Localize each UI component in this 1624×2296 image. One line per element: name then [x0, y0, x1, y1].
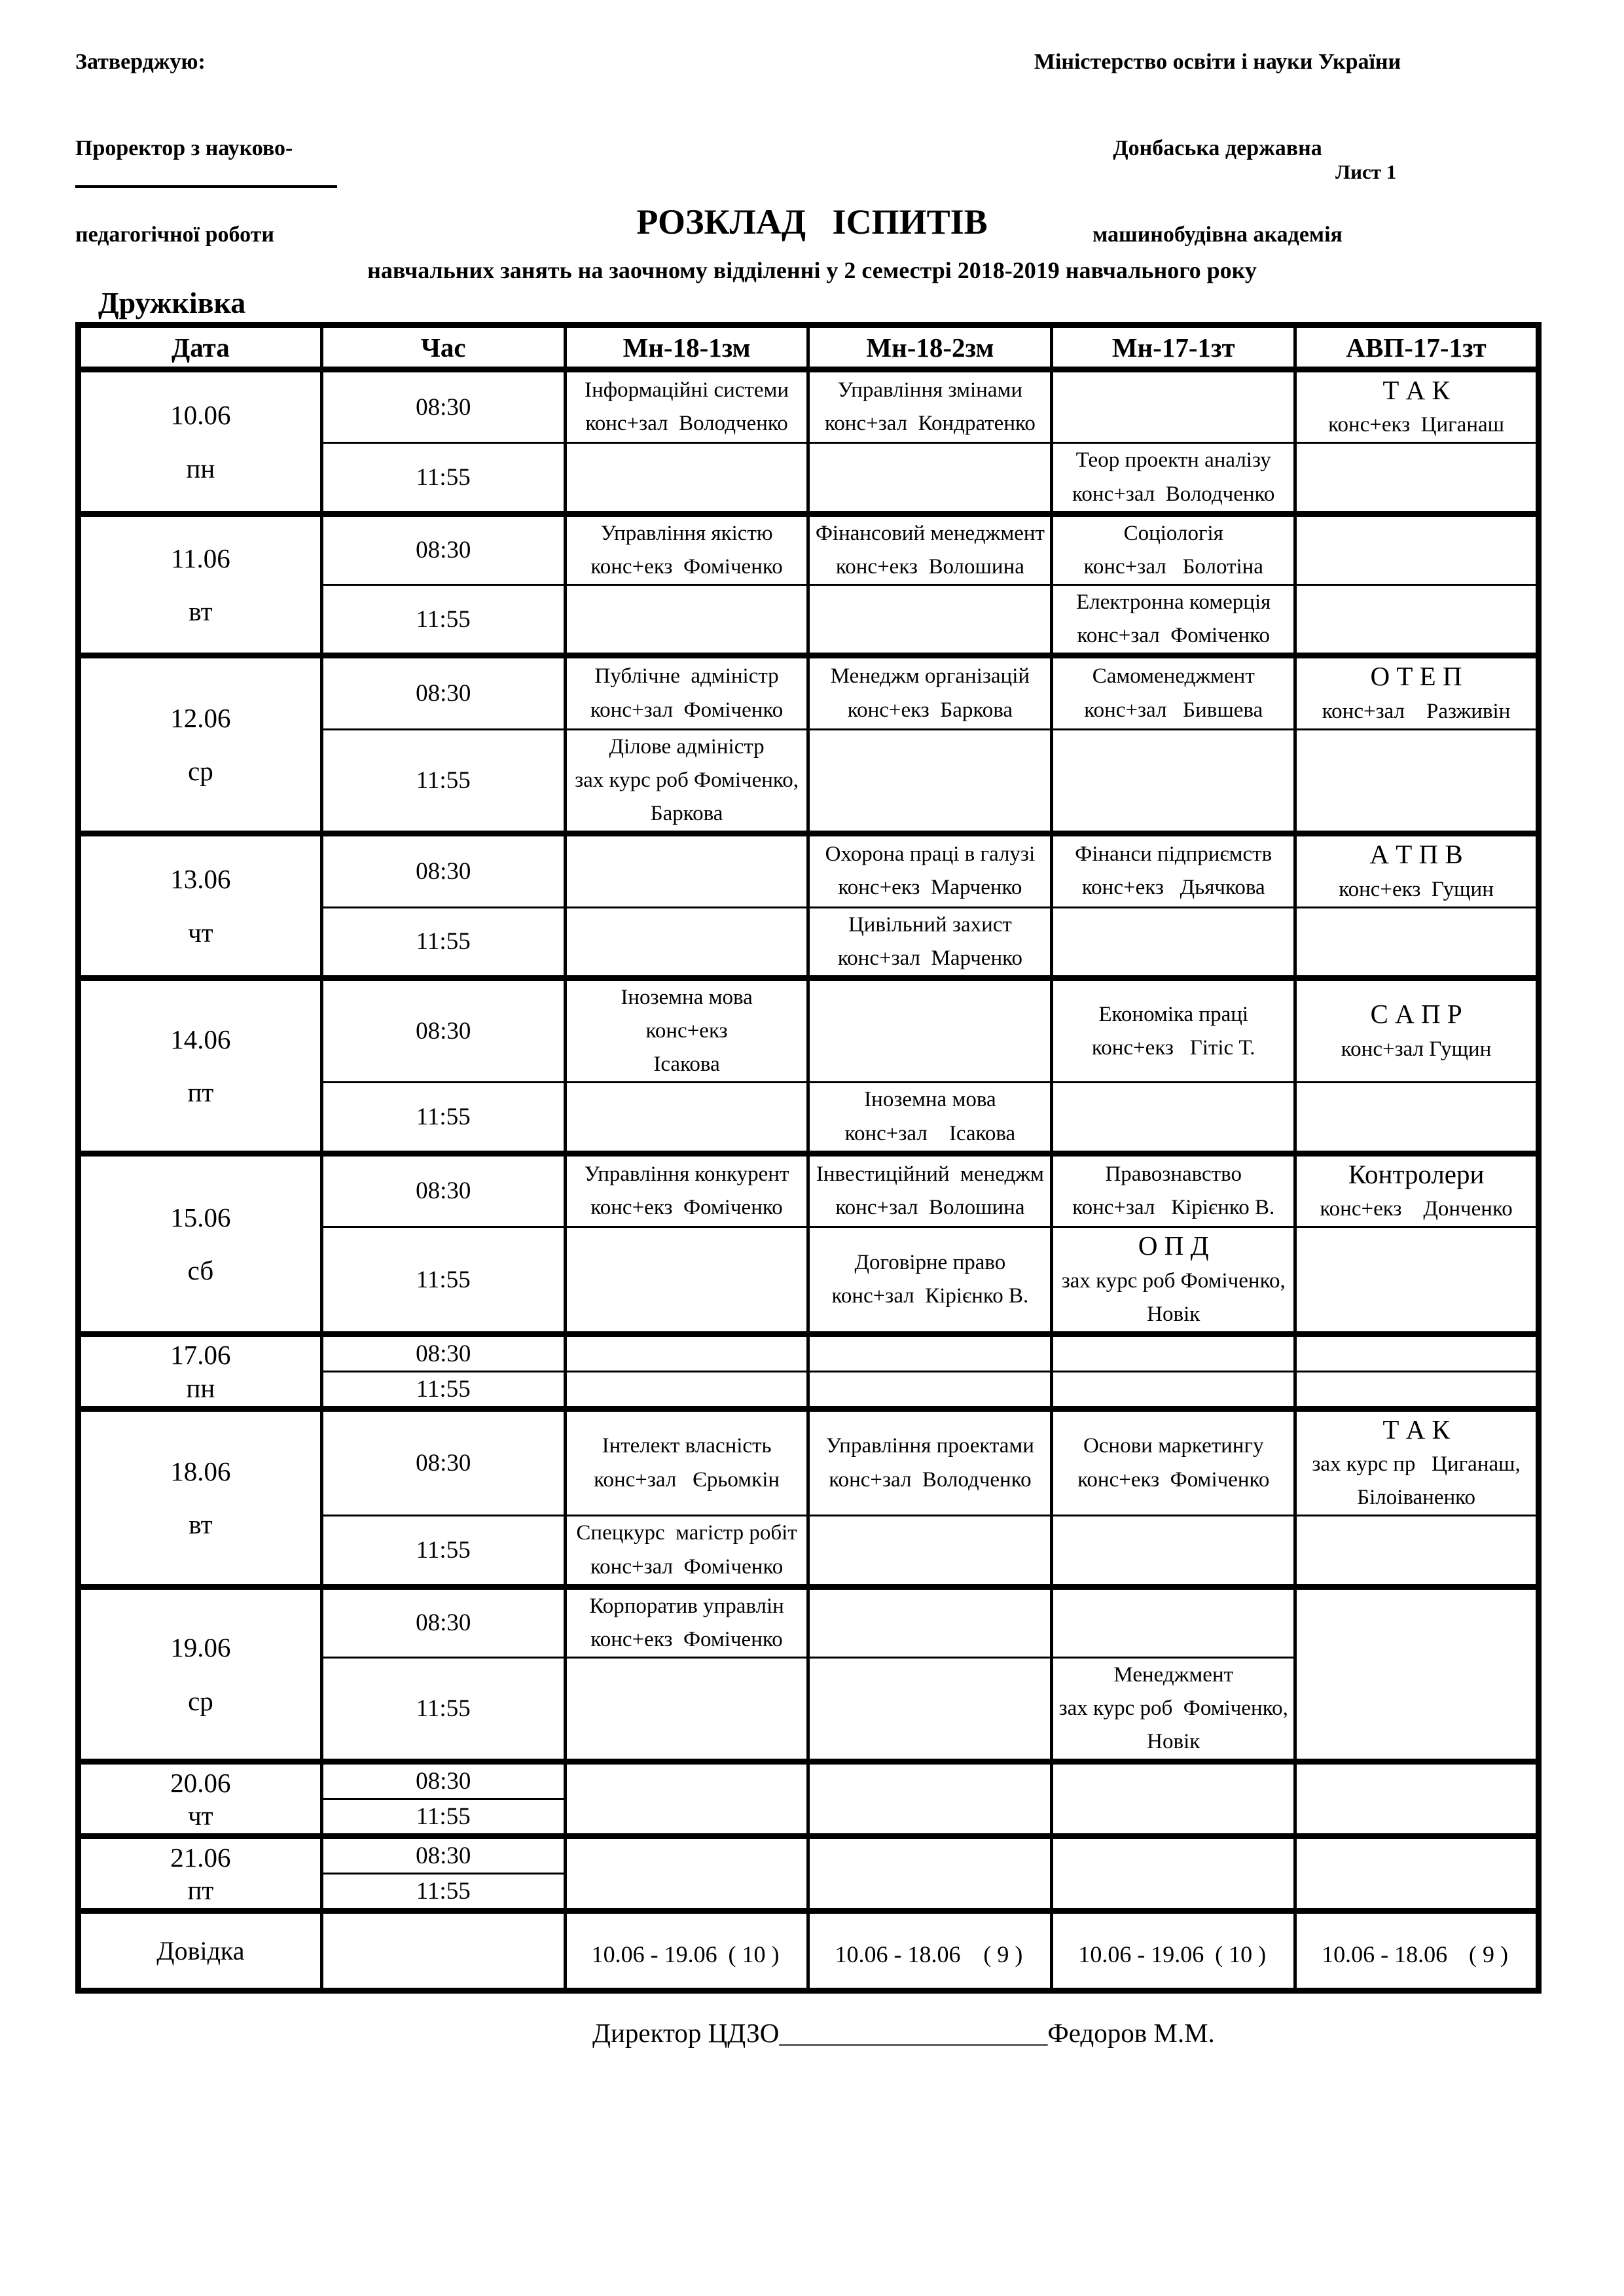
date-cell: [79, 514, 322, 656]
date-label: 12.06: [170, 703, 231, 734]
subject-name: Самоменеджмент: [1092, 664, 1255, 689]
subject-cell: [808, 1227, 1052, 1335]
subject-cell: [1052, 1334, 1295, 1371]
time-cell: 11:55: [321, 1516, 565, 1587]
subject-detail: зах курс роб Фоміченко,: [1058, 1696, 1288, 1721]
subject-detail: конс+екз Волошина: [835, 554, 1024, 579]
time-cell: 08:30: [321, 1762, 565, 1799]
subject-detail: конс+зал Бившева: [1084, 698, 1263, 722]
summary-empty-time-cell: [321, 1911, 565, 1991]
subject-cell: [1295, 907, 1539, 978]
subject-cell: [565, 1371, 808, 1408]
schedule-row: [79, 514, 1539, 584]
weekday-label: сб: [187, 1255, 214, 1285]
subject-detail: конс+зал Ісакова: [844, 1121, 1016, 1145]
date-cell: [79, 1762, 322, 1837]
date-cell: [79, 834, 322, 978]
subject-cell: [1295, 1587, 1539, 1762]
subject-name: С А П Р: [1370, 999, 1462, 1030]
col-header-5: АВП-17-1зт: [1295, 325, 1539, 370]
subject-name: Економіка праці: [1098, 1002, 1249, 1026]
subject-detail: зах курс пр Циганаш,: [1312, 1452, 1521, 1477]
subject-name: Т А К: [1382, 1414, 1450, 1444]
date-wrap: [81, 378, 320, 506]
subject-cell: [565, 514, 808, 584]
date-wrap: [81, 1840, 320, 1908]
subject-detail: зах курс роб Фоміченко,: [1061, 1268, 1286, 1293]
subject-detail: конс+екз Марченко: [838, 876, 1022, 900]
subject-cell: [1052, 1083, 1295, 1153]
director-signature-line: Директор ЦДЗО____________________Федоров М.М.: [592, 2018, 1215, 2048]
date-label: 11.06: [171, 543, 230, 573]
subject-detail: Білоіваненко: [1357, 1486, 1475, 1510]
subject-name: Контролери: [1348, 1158, 1485, 1189]
subject-cell: [1052, 1153, 1295, 1227]
subject-detail: конс+зал Фоміченко: [590, 1554, 784, 1579]
subject-name: Публічне адміністр: [594, 664, 779, 689]
subject-cell: [1295, 1516, 1539, 1587]
subject-cell: [808, 1083, 1052, 1153]
weekday-label: чт: [188, 917, 213, 948]
subject-cell: [565, 1153, 808, 1227]
subject-name: Спецкурс магістр робіт: [576, 1521, 797, 1545]
weekday-label: пт: [187, 1875, 214, 1906]
subject-cell: [808, 907, 1052, 978]
sheet-number-label: Лист 1: [1335, 160, 1397, 183]
subject-detail: конс+екз Фоміченко: [590, 1627, 783, 1651]
subject-cell: [1052, 834, 1295, 907]
subject-detail: конс+зал Кірієнко В.: [831, 1284, 1029, 1308]
subject-detail: конс+екз Циганаш: [1328, 413, 1505, 437]
subject-cell: [1052, 907, 1295, 978]
subject-cell: [1052, 370, 1295, 443]
subject-name: О Т Е П: [1370, 661, 1462, 692]
time-cell: 08:30: [321, 370, 565, 443]
subject-cell: [1295, 1408, 1539, 1516]
date-label: 19.06: [170, 1632, 231, 1663]
subject-cell: [565, 834, 808, 907]
subject-name: Ділове адміністр: [609, 734, 765, 759]
subject-name: Електронна комерція: [1076, 590, 1271, 615]
subject-name: Управління конкурент: [584, 1162, 789, 1186]
subject-cell: [565, 585, 808, 656]
subject-detail: зах курс роб Фоміченко,: [575, 768, 799, 792]
time-cell: 11:55: [321, 1227, 565, 1335]
subject-detail: конс+зал Володченко: [1072, 482, 1275, 506]
subject-name: Корпоратив управлін: [589, 1594, 784, 1618]
subject-name: Основи маркетингу: [1083, 1434, 1264, 1458]
subject-name: Т А К: [1382, 375, 1450, 405]
subject-cell: [1295, 585, 1539, 656]
col-header-3: Мн-18-2зм: [808, 325, 1052, 370]
subject-detail: конс+зал Фоміченко: [590, 698, 784, 722]
time-cell: 11:55: [321, 1874, 565, 1911]
schedule-row: [79, 656, 1539, 729]
approval-line-2: Проректор з науково-: [75, 136, 293, 160]
subject-cell: [1052, 443, 1295, 514]
col-header-2: Мн-18-1зм: [565, 325, 808, 370]
subject-cell: [565, 1227, 808, 1335]
summary-wrap: [567, 1934, 807, 1968]
subject-name: Охорона праці в галузі: [825, 842, 1036, 867]
subject-name: Менеджм організацій: [830, 664, 1030, 689]
time-cell: 08:30: [321, 1153, 565, 1227]
schedule-row: [79, 1587, 1539, 1657]
subject-cell: [1295, 370, 1539, 443]
subject-cell: [808, 978, 1052, 1083]
subject-name: Цивільний захист: [848, 912, 1012, 937]
subject-detail: конс+екз Донченко: [1320, 1197, 1513, 1221]
subject-cell: [565, 370, 808, 443]
time-cell: 11:55: [321, 443, 565, 514]
subject-cell: [808, 656, 1052, 729]
schedule-row: [79, 1837, 1539, 1874]
weekday-label: пт: [187, 1077, 214, 1107]
subject-name: Інформаційні системи: [585, 378, 789, 403]
subject-name: О П Д: [1138, 1230, 1209, 1261]
subject-cell: [808, 834, 1052, 907]
subject-cell: [1052, 1658, 1295, 1762]
subject-cell: [1052, 1837, 1295, 1911]
date-wrap: [81, 521, 320, 649]
time-cell: 08:30: [321, 514, 565, 584]
time-cell: 11:55: [321, 1658, 565, 1762]
summary-wrap: [1297, 1934, 1536, 1968]
subject-detail: конс+зал Волошина: [835, 1195, 1025, 1219]
date-wrap: [81, 1001, 320, 1130]
exam-schedule-table: [75, 322, 1542, 1994]
subject-detail: Новік: [1147, 1730, 1200, 1754]
subject-cell: [565, 978, 808, 1083]
date-cell: [79, 1334, 322, 1408]
subject-cell: [565, 729, 808, 833]
date-wrap: [81, 1337, 320, 1405]
subject-cell: [1295, 978, 1539, 1083]
subject-cell: [1052, 1227, 1295, 1335]
subject-cell: [1052, 514, 1295, 584]
col-header-0: Дата: [79, 325, 322, 370]
schedule-row: [79, 978, 1539, 1083]
date-wrap: [81, 1433, 320, 1562]
subject-cell: [565, 656, 808, 729]
subject-name: Інвестиційний менеджм: [816, 1162, 1044, 1186]
schedule-row: [79, 1334, 1539, 1371]
date-wrap: [81, 1765, 320, 1833]
subject-cell: [808, 1837, 1052, 1911]
date-label: 17.06: [170, 1339, 231, 1370]
subject-cell: [1052, 978, 1295, 1083]
time-cell: 11:55: [321, 585, 565, 656]
subject-name: Іноземна мова конс+екз: [621, 986, 796, 1043]
subject-cell: [565, 1516, 808, 1587]
subject-cell: [565, 1587, 808, 1657]
summary-count: ( 9 ): [1469, 1941, 1508, 1967]
date-cell: [79, 656, 322, 834]
summary-cell: [1052, 1911, 1295, 1991]
summary-label: Довідка: [79, 1911, 322, 1991]
subject-detail: конс+зал Болотіна: [1083, 554, 1263, 579]
summary-date-range: 10.06 - 19.06: [1078, 1941, 1204, 1967]
time-cell: 08:30: [321, 1837, 565, 1874]
schedule-row: [79, 1153, 1539, 1227]
subject-detail: Баркова: [650, 802, 723, 826]
approval-line-3: педагогічної роботи: [75, 223, 274, 247]
subject-name: А Т П В: [1369, 839, 1463, 870]
subject-cell: [808, 1658, 1052, 1762]
subject-detail: конс+екз Гущин: [1339, 877, 1494, 901]
subject-cell: [565, 1334, 808, 1371]
page-subtitle: навчальних занять на заочному відділенні у 2 семестрі 2018-2019 навчального року: [367, 257, 1257, 283]
subject-detail: конс+зал Кірієнко В.: [1072, 1195, 1275, 1219]
date-cell: [79, 370, 322, 514]
date-label: 13.06: [170, 864, 231, 895]
subject-detail: конс+екз Фоміченко: [590, 1195, 783, 1219]
summary-cell: [1295, 1911, 1539, 1991]
subject-cell: [1295, 1227, 1539, 1335]
subject-name: Фінанси підприємств: [1075, 842, 1272, 867]
summary-count: ( 10 ): [1215, 1941, 1267, 1967]
subject-detail: конс+зал Кондратенко: [824, 412, 1036, 436]
summary-date-range: 10.06 - 19.06: [591, 1941, 717, 1967]
time-cell: 11:55: [321, 729, 565, 833]
subject-cell: [1052, 729, 1295, 833]
time-cell: 11:55: [321, 1083, 565, 1153]
subject-cell: [1295, 1371, 1539, 1408]
subject-name: Договірне право: [854, 1250, 1006, 1274]
subject-cell: [565, 443, 808, 514]
subject-detail: конс+зал Володченко: [585, 412, 788, 436]
subject-name: Теор проектн аналізу: [1075, 448, 1271, 473]
subject-cell: [808, 1371, 1052, 1408]
subject-cell: [1295, 1837, 1539, 1911]
ministry-line-2: Донбаська державна: [1113, 136, 1322, 160]
ministry-line-3: машинобудівна академія: [1092, 223, 1343, 247]
schedule-row: [79, 834, 1539, 907]
subject-cell: [1052, 1762, 1295, 1837]
summary-row: [79, 1911, 1539, 1991]
subject-cell: [808, 1334, 1052, 1371]
subject-cell: [1052, 1587, 1295, 1657]
schedule-row: [79, 1408, 1539, 1516]
date-cell: [79, 1153, 322, 1334]
subject-cell: [1295, 834, 1539, 907]
approval-line-1: Затверджую:: [75, 50, 206, 74]
subject-cell: [808, 1587, 1052, 1657]
schedule-row: [79, 1762, 1539, 1799]
summary-cell: [808, 1911, 1052, 1991]
summary-wrap: [810, 1934, 1050, 1968]
subject-detail: конс+зал Разживін: [1322, 699, 1511, 723]
date-cell: [79, 1587, 322, 1762]
subject-cell: [1052, 656, 1295, 729]
subject-cell: [1295, 729, 1539, 833]
subject-detail: конс+зал Володченко: [829, 1467, 1032, 1492]
summary-count: ( 10 ): [728, 1941, 780, 1967]
subject-cell: [808, 514, 1052, 584]
date-wrap: [81, 1179, 320, 1308]
subject-detail: конс+зал Гущин: [1341, 1037, 1492, 1061]
time-cell: 08:30: [321, 1587, 565, 1657]
subject-cell: [1295, 443, 1539, 514]
weekday-label: пн: [186, 1372, 215, 1403]
schedule-row: [79, 370, 1539, 443]
subject-name: Іноземна мова: [864, 1088, 996, 1112]
ministry-line-1: Міністерство освіти і науки України: [1034, 50, 1401, 74]
location-label: Дружківка: [98, 286, 246, 319]
date-label: 10.06: [170, 400, 231, 431]
summary-wrap: [1053, 1934, 1293, 1968]
subject-name: Соціологія: [1123, 521, 1223, 545]
subject-cell: [808, 1516, 1052, 1587]
subject-detail: Ісакова: [653, 1052, 720, 1077]
subject-cell: [1052, 1371, 1295, 1408]
subject-cell: [1295, 514, 1539, 584]
subject-cell: [1052, 1408, 1295, 1516]
date-cell: [79, 1837, 322, 1911]
date-label: 14.06: [170, 1024, 231, 1054]
date-label: 18.06: [170, 1456, 231, 1486]
col-header-4: Мн-17-1зт: [1052, 325, 1295, 370]
subject-cell: [1295, 1153, 1539, 1227]
subject-cell: [565, 907, 808, 978]
subject-detail: конс+зал Марченко: [837, 946, 1022, 970]
summary-cell: [565, 1911, 808, 1991]
subject-cell: [565, 1762, 808, 1837]
subject-detail: конс+екз Фоміченко: [590, 554, 783, 579]
subject-cell: [565, 1837, 808, 1911]
time-cell: 08:30: [321, 1334, 565, 1371]
subject-cell: [1295, 1083, 1539, 1153]
subject-detail: конс+екз Баркова: [847, 698, 1013, 722]
subject-detail: конс+зал Єрьомкін: [594, 1467, 780, 1492]
subject-name: Управління змінами: [837, 378, 1023, 403]
weekday-label: вт: [189, 1509, 213, 1539]
weekday-label: вт: [189, 596, 213, 627]
time-cell: 11:55: [321, 907, 565, 978]
time-cell: 08:30: [321, 656, 565, 729]
time-cell: 08:30: [321, 834, 565, 907]
date-cell: [79, 1408, 322, 1587]
date-wrap: [81, 681, 320, 809]
subject-detail: конс+зал Фоміченко: [1077, 624, 1270, 648]
col-header-1: Час: [321, 325, 565, 370]
summary-date-range: 10.06 - 18.06: [1322, 1941, 1448, 1967]
subject-cell: [808, 1408, 1052, 1516]
subject-cell: [808, 729, 1052, 833]
subject-name: Управління проектами: [825, 1434, 1034, 1458]
date-label: 20.06: [170, 1767, 231, 1798]
subject-detail: Новік: [1147, 1302, 1200, 1326]
summary-count: ( 9 ): [983, 1941, 1023, 1967]
date-label: 21.06: [170, 1842, 231, 1873]
subject-name: Управління якістю: [600, 521, 773, 545]
date-label: 15.06: [170, 1202, 231, 1232]
signature-blank-line: [75, 185, 337, 188]
subject-cell: [1295, 1334, 1539, 1371]
time-cell: 08:30: [321, 978, 565, 1083]
subject-cell: [1052, 1516, 1295, 1587]
subject-cell: [808, 585, 1052, 656]
subject-cell: [808, 443, 1052, 514]
subject-cell: [1295, 656, 1539, 729]
subject-cell: [808, 1153, 1052, 1227]
subject-cell: [808, 370, 1052, 443]
time-cell: 11:55: [321, 1371, 565, 1408]
date-wrap: [81, 842, 320, 970]
subject-cell: [1295, 1762, 1539, 1837]
subject-cell: [1052, 585, 1295, 656]
page-title: РОЗКЛАД ІСПИТІВ: [636, 202, 988, 242]
weekday-label: ср: [188, 756, 213, 787]
subject-detail: конс+екз Дьячкова: [1081, 876, 1265, 900]
subject-detail: конс+екз Гітіс Т.: [1091, 1035, 1255, 1060]
time-cell: 11:55: [321, 1799, 565, 1837]
subject-name: Правознавство: [1105, 1162, 1242, 1186]
subject-name: Фінансовий менеджмент: [815, 521, 1045, 545]
subject-detail: конс+екз Фоміченко: [1077, 1467, 1270, 1492]
date-cell: [79, 978, 322, 1154]
weekday-label: ср: [188, 1685, 213, 1716]
subject-name: Інтелект власність: [602, 1434, 772, 1458]
subject-cell: [565, 1408, 808, 1516]
date-wrap: [81, 1610, 320, 1738]
subject-cell: [565, 1083, 808, 1153]
subject-name: Менеджмент: [1113, 1663, 1234, 1687]
subject-cell: [565, 1658, 808, 1762]
summary-date-range: 10.06 - 18.06: [835, 1941, 961, 1967]
header-row: [79, 325, 1539, 370]
weekday-label: чт: [188, 1801, 213, 1831]
subject-cell: [808, 1762, 1052, 1837]
time-cell: 08:30: [321, 1408, 565, 1516]
weekday-label: пн: [186, 453, 215, 484]
